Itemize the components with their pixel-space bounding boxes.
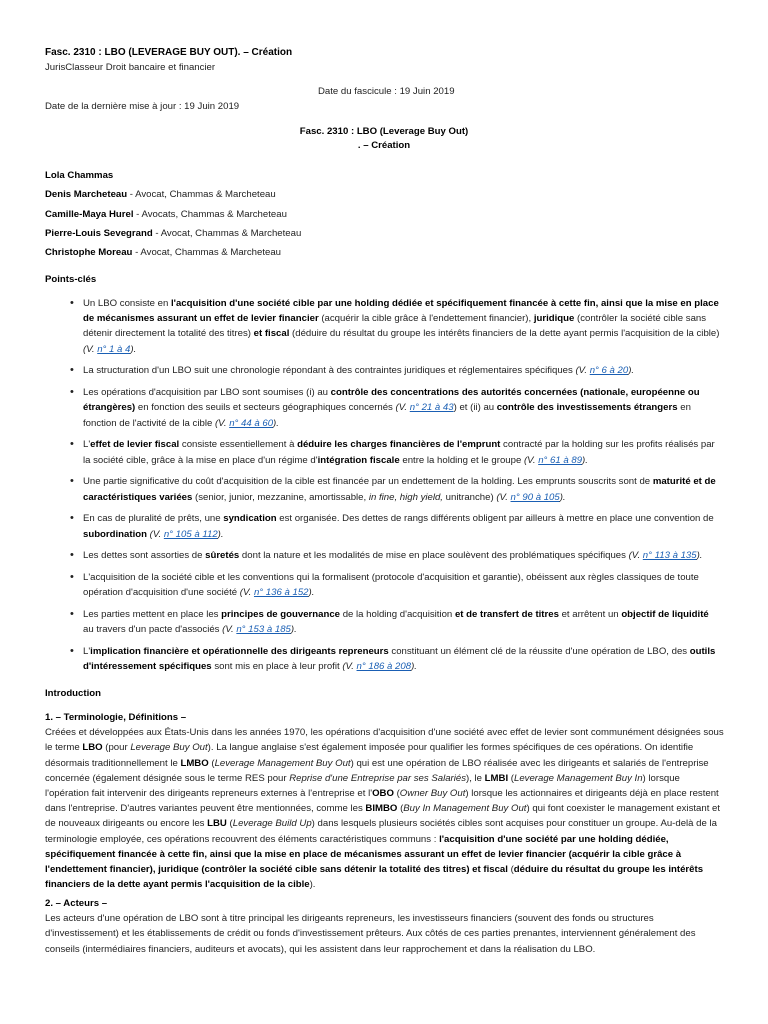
author-role: - Avocats, Chammas & Marcheteau — [133, 208, 287, 220]
key-point-item: • Une partie significative du coût d'acquisition de la cible est financée par un endettement de la holding. Les emprunts souscrits sont de maturité et de caractéristiques variées (senior, junior, mezzanine, amortissable, in fine, high yield, unitranche) (V. n° 90 à 105). — [70, 474, 720, 504]
author-item — [45, 189, 301, 208]
author-item — [45, 228, 301, 247]
key-point-item: • L'effet de levier fiscal consiste essentiellement à déduire les charges financières de l'emprunt contracté par la holding sur les profits réalisés par la société cible, grâce à la mise en place d'un régime d'intégration fiscale entre la holding et le groupe (V. n° 61 à 89). — [70, 437, 720, 467]
reference-link[interactable]: n° 153 à 185 — [236, 624, 291, 636]
key-points-heading: Points-clés — [45, 274, 97, 285]
source-publication: JurisClasseur Droit bancaire et financier — [45, 62, 216, 73]
reference-link[interactable]: n° 113 à 135 — [642, 550, 697, 562]
key-point-item: • L'implication financière et opérationnelle des dirigeants repreneurs constituant un élément clé de la réussite d'une opération de LBO, des outils d'intéressement spécifiques sont mis en place à leur profit (V. n° 186 à 208). — [70, 644, 720, 674]
centered-title-text: : LBO (Leverage Buy Out) — [348, 126, 469, 137]
key-point-item: • Les opérations d'acquisition par LBO sont soumises (i) au contrôle des concentrations des autorités concernées (nationale, européenne ou étrangères) en fonction des seuils et secteurs géographiques concernés (V. n° 21 à 43) et (ii) au contrôle des investissements étrangers en fonction de l'activité de la cible (V. n° 44 à 60). — [70, 385, 720, 431]
centered-subtitle: . – Création — [357, 140, 411, 151]
author-item — [45, 247, 301, 266]
reference-link[interactable]: n° 105 à 112 — [163, 528, 218, 540]
key-point-item: • Les parties mettent en place les principes de gouvernance de la holding d'acquisition et de transfert de titres et arrêtent un objectif de liquidité au travers d'un pacte d'associés (V. n° 153 à 185). — [70, 607, 720, 637]
section-body: Les acteurs d'une opération de LBO sont à titre principal les dirigeants repreneurs, les investisseurs financiers (souvent des fonds ou structures d'investissement) et les établissements de crédit ou fonds d'investissement prêteurs. Aux côtés de ces parties prenantes, interviennent généralement des conseils (intermédiaires financiers, auditeurs et avocats), qui les assistent dans leur rapprochement et dans la réalisation du LBO. — [45, 913, 696, 955]
reference-link[interactable]: n° 136 à 152 — [253, 587, 309, 599]
key-point-item: • La structuration d'un LBO suit une chronologie répondant à des contraintes juridiques et réglementaires spécifiques (V. n° 6 à 20). — [70, 363, 720, 378]
reference-link[interactable]: n° 6 à 20 — [589, 365, 629, 377]
section-terminology — [45, 710, 725, 892]
author-name: Pierre-Louis Sevegrand — [45, 227, 153, 239]
section-title: 1. – Terminologie, Définitions – — [45, 712, 187, 723]
section-title: 2. – Acteurs – — [45, 898, 108, 909]
author-name: Christophe Moreau — [45, 247, 133, 259]
last-update-date: Date de la dernière mise à jour : 19 Juin 2019 — [45, 101, 240, 112]
section-actors — [45, 896, 725, 957]
reference-link[interactable]: n° 61 à 89 — [538, 454, 583, 466]
document-title — [45, 47, 292, 58]
centered-fascicle-label: Fasc. 2310 — [299, 126, 349, 137]
author-role: - Avocat, Chammas & Marcheteau — [152, 227, 302, 239]
fascicle-label: Fasc. 2310 — [45, 47, 96, 58]
fascicle-date: Date du fascicule : 19 Juin 2019 — [318, 86, 455, 97]
key-point-item: • En cas de pluralité de prêts, une syndication est organisée. Des dettes de rangs différents obligent par ailleurs à mettre en place une convention de subordination (V. n° 105 à 112). — [70, 511, 720, 541]
key-point-item: • Un LBO consiste en l'acquisition d'une société cible par une holding dédiée et spécifiquement financée à cette fin, ainsi que la mise en place de mécanismes assurant un effet de levier financier (acquérir la cible grâce à l'endettement financier), juridique (contrôler la société cible sans détenir directement la totalité des titres) et fiscal (déduire du résultat du groupe les intérêts financiers de la dette ayant permis l'acquisition de la cible) (V. n° 1 à 4). — [70, 296, 720, 357]
introduction-heading: Introduction — [45, 688, 101, 699]
author-name: Camille-Maya Hurel — [45, 208, 134, 220]
reference-link[interactable]: n° 1 à 4 — [97, 343, 131, 355]
author-name: Lola Chammas — [45, 170, 114, 181]
author-name: Denis Marcheteau — [45, 189, 128, 201]
author-role: - Avocat, Chammas & Marcheteau — [127, 189, 276, 201]
title-text: : LBO (LEVERAGE BUY OUT). – Création — [95, 47, 293, 58]
author-item — [45, 170, 301, 189]
reference-link[interactable]: n° 44 à 60 — [229, 417, 274, 429]
key-point-item: • Les dettes sont assorties de sûretés dont la nature et les modalités de mise en place soulèvent des problématiques spécifiques (V. n° 113 à 135). — [70, 548, 720, 563]
author-role: - Avocat, Chammas & Marcheteau — [132, 247, 282, 259]
author-list — [45, 170, 301, 266]
section-body: Créées et développées aux États-Unis dans les années 1970, les opérations d'acquisition d'une société avec effet de levier sont communément désignées sous le terme LBO (pour Leverage Buy Out). La langue anglaise s'est également imposée pour qualifier les formes spécifiques de ces opérations. On identifie désormais traditionnellement le LMBO (Leverage Management Buy Out) qui est une opération de LBO réalisée avec les dirigeants et salariés de l'entreprise concernée (également désignée sous le terme RES pour Reprise d'une Entreprise par ses Salariés), le LMBI (Leverage Management Buy In) lorsque l'opération fait intervenir des dirigeants repreneurs externes à l'entreprise et l'OBO (Owner Buy Out) lorsque les actionnaires et dirigeants déjà en place restent dans l'entreprise. D'autres variantes peuvent être mentionnées, comme les BIMBO (Buy In Management Buy Out) qui font coexister le management existant et de nouveaux dirigeants ou encore les LBU (Leverage Build Up) dans lesquels plusieurs sociétés cibles sont acquises pour constituer un groupe. Au-delà de la terminologie employée, ces opérations recouvrent des éléments caractéristiques communs : l'acquisition d'une société par une holding dédiée, spécifiquement financée à cette fin, ainsi que la mise en place de mécanismes assurant un effet de levier financier (acquérir la cible grâce à l'endettement financier), juridique (contrôler la société cible sans détenir la totalité des titres) et fiscal (déduire du résultat du groupe les intérêts financiers de la dette ayant permis l'acquisition de la cible). — [45, 727, 724, 891]
reference-link[interactable]: n° 21 à 43 — [409, 402, 454, 414]
reference-link[interactable]: n° 90 à 105 — [510, 491, 560, 503]
key-points-list — [70, 296, 720, 681]
key-point-item: • L'acquisition de la société cible et les conventions qui la formalisent (protocole d'acquisition et garantie), obéissent aux règles classiques de toute opération d'acquisition d'une société (V. n° 136 à 152). — [70, 570, 720, 600]
author-item — [45, 209, 301, 228]
centered-title — [0, 126, 768, 137]
reference-link[interactable]: n° 186 à 208 — [356, 661, 412, 673]
